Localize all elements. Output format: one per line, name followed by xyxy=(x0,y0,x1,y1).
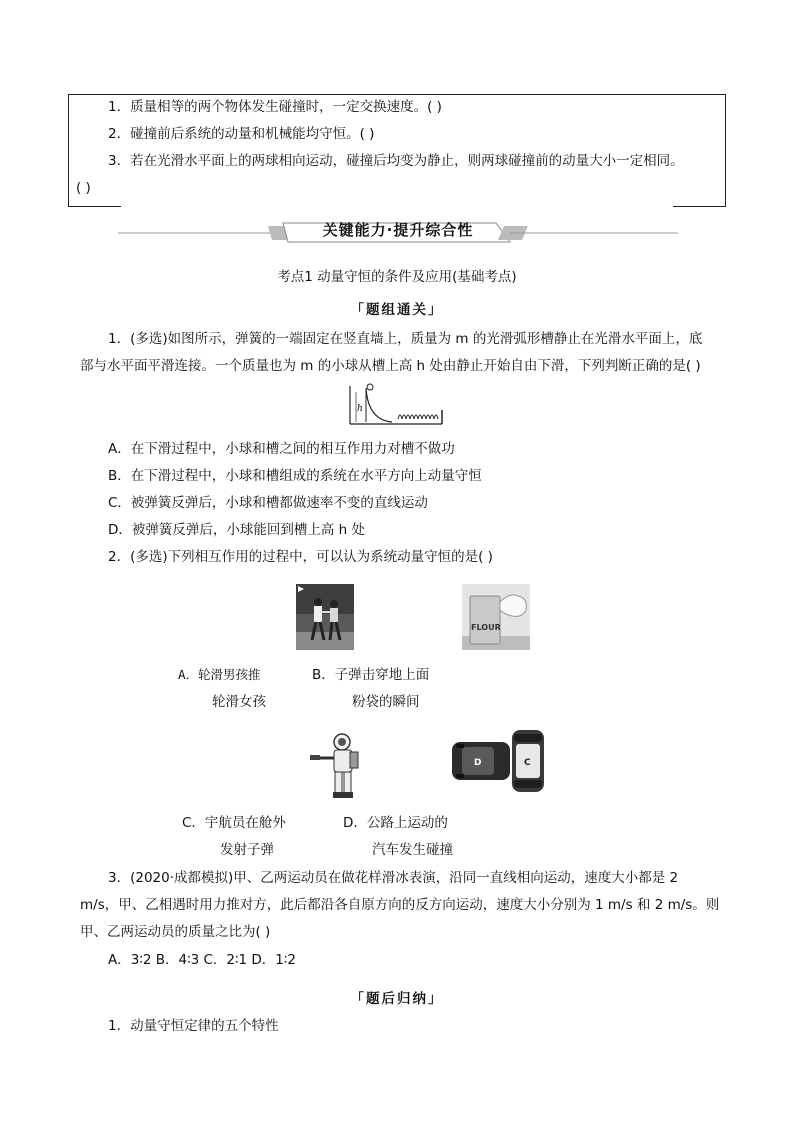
q2-option-d-line2: 汽车发生碰撞 xyxy=(372,842,453,858)
photo-roller-skaters xyxy=(296,584,354,650)
q1-stem-line1: 1．(多选)如图所示，弹簧的一端固定在竖直墙上，质量为 m 的光滑弧形槽静止在光滑水平面上，底 xyxy=(108,331,703,347)
fig-h-label: h xyxy=(357,404,363,414)
q1-stem-line2: 部与水平面平滑连接。一个质量也为 m 的小球从槽上高 h 处由静止开始自由下滑，下列判断正确的是( ) xyxy=(80,358,701,374)
summary-title: 「题后归纳」 xyxy=(350,991,444,1007)
q2-option-c-line1: C．宇航员在舱外 xyxy=(182,815,286,831)
judge-item-1: 1．质量相等的两个物体发生碰撞时，一定交换速度。( ) xyxy=(108,99,442,115)
q3-stem-line2: m/s，甲、乙相遇时用力推对方，此后都沿各自原方向的反方向运动，速度大小分别为 1 m/s 和 2 m/s。则 xyxy=(80,897,720,913)
judge-item-3-paren: ( ) xyxy=(76,180,91,196)
car-c-label: C xyxy=(524,758,531,768)
photo-flour-bag xyxy=(462,584,530,650)
q3-stem-line3: 甲、乙两运动员的质量之比为( ) xyxy=(80,924,271,940)
q1-figure-slope-spring xyxy=(348,382,444,426)
q1-option-d: D．被弹簧反弹后，小球能回到槽上高 h 处 xyxy=(108,522,366,538)
kaodian-title: 考点1 动量守恒的条件及应用(基础考点) xyxy=(277,269,517,285)
photo-astronaut xyxy=(308,728,364,800)
flour-label: FLOUR xyxy=(471,623,501,632)
judge-item-2: 2．碰撞前后系统的动量和机械能均守恒。( ) xyxy=(108,126,375,142)
box-bottom-gap xyxy=(121,204,673,208)
section-banner xyxy=(118,218,678,244)
q1-option-b: B．在下滑过程中，小球和槽组成的系统在水平方向上动量守恒 xyxy=(108,468,482,484)
judge-item-3: 3．若在光滑水平面上的两球相向运动，碰撞后均变为静止，则两球碰撞前的动量大小一定相同。 xyxy=(108,153,684,169)
summary-item-1: 1．动量守恒定律的五个特性 xyxy=(108,1018,279,1034)
q2-option-b-line1: B．子弹击穿地上面 xyxy=(312,667,430,683)
banner-title: 关键能力·提升综合性 xyxy=(322,221,474,239)
photo-car-collision xyxy=(452,730,544,792)
car-d-label: D xyxy=(474,758,482,768)
q1-option-a: A．在下滑过程中，小球和槽之间的相互作用力对槽不做功 xyxy=(108,441,455,457)
q2-option-d-line1: D．公路上运动的 xyxy=(343,815,448,831)
q2-stem: 2．(多选)下列相互作用的过程中，可以认为系统动量守恒的是( ) xyxy=(108,549,493,565)
q2-option-a-line1: A．轮滑男孩推 xyxy=(178,667,261,682)
q2-option-b-line2: 粉袋的瞬间 xyxy=(352,694,420,710)
q2-option-a-line2: 轮滑女孩 xyxy=(212,694,266,710)
q1-option-c: C．被弹簧反弹后，小球和槽都做速率不变的直线运动 xyxy=(108,495,428,511)
group-title: 「题组通关」 xyxy=(350,302,444,318)
q3-stem-line1: 3．(2020·成都模拟)甲、乙两运动员在做花样滑冰表演，沿同一直线相向运动，速度大小都是 2 xyxy=(108,870,679,886)
q2-option-c-line2: 发射子弹 xyxy=(220,842,274,858)
q3-options: A．3∶2 B．4∶3 C．2∶1 D．1∶2 xyxy=(108,952,296,968)
